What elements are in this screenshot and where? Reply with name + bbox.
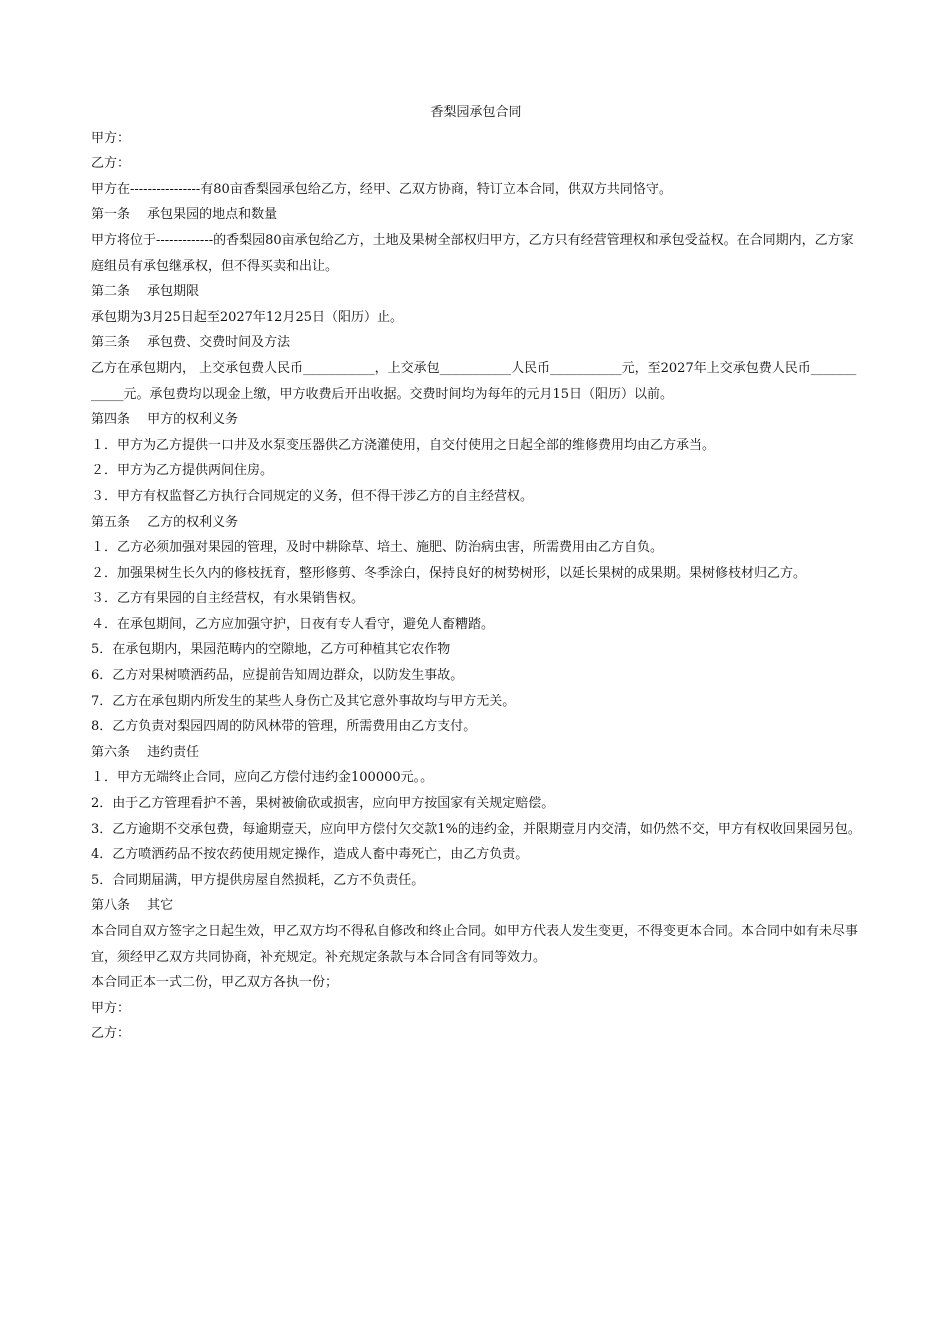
article-5-item-6: 6．乙方对果树喷洒药品，应提前告知周边群众，以防发生事故。 [91,668,464,684]
article-4-item-2: ２．甲方为乙方提供两间住房。 [91,463,274,479]
article-4-item-3: ３．甲方有权监督乙方执行合同规定的义务，但不得干涉乙方的自主经营权。 [91,488,534,504]
article-5-item-7: 7．乙方在承包期内所发生的某些人身伤亡及其它意外事故均与甲方无关。 [91,693,516,709]
preamble-paragraph: 甲方在----------------有80亩香梨园承包给乙方，经甲、乙双方协商，特订立本合同，供双方共同恪守。 [91,181,672,197]
article-3-heading: 第三条 承包费、交费时间及方法 [91,335,291,351]
article-5-item-8: 8．乙方负责对梨园四周的防风林带的管理，所需费用由乙方支付。 [91,719,477,735]
article-5-heading: 第五条 乙方的权利义务 [91,514,239,530]
article-3-paragraph: 乙方在承包期内， 上交承包费人民币___________，上交承包___________人民币___________元，至2027年上交承包费人民币____________元。承包费均以现金上缴，甲方收费后开出收据。交费时间均为每年的元月15日（阳历）以前。 [91,360,857,402]
article-8-paragraph: 本合同自双方签字之日起生效，甲乙双方均不得私自修改和终止合同。如甲方代表人发生变更，不得变更本合同。本合同中如有未尽事宜，须经甲乙双方共同协商，补充规定。补充规定条款与本合同含有同等效力。 [91,924,859,965]
article-1-heading: 第一条 承包果园的地点和数量 [91,207,278,223]
document-title: 香梨园承包合同 [430,105,522,120]
copies-line: 本合同正本一式二份，甲乙双方各执一份； [91,975,339,991]
article-5-item-2: ２．加强果树生长久内的修枝抚育，整形修剪、冬季涂白，保持良好的树势树形，以延长果树的成果期。果树修枝材归乙方。 [91,565,807,581]
article-2-heading: 第二条 承包期限 [91,284,200,300]
article-8-heading: 第八条 其它 [91,898,174,914]
signature-party-b: 乙方： [91,1026,131,1042]
article-4-heading: 第四条 甲方的权利义务 [91,412,239,428]
article-6-item-2: 2．由于乙方管理看护不善，果树被偷砍或损害，应向甲方按国家有关规定赔偿。 [91,796,555,812]
contract-page [91,100,861,1047]
party-a-line: 甲方： [91,130,131,146]
article-6-item-4: 4．乙方喷洒药品不按农药使用规定操作，造成人畜中毒死亡，由乙方负责。 [91,847,529,863]
article-5-item-4: ４．在承包期间，乙方应加强守护，日夜有专人看守，避免人畜糟踏。 [91,616,495,632]
signature-party-a: 甲方： [91,1000,131,1016]
article-6-item-5: 5．合同期届满，甲方提供房屋自然损耗，乙方不负责任。 [91,872,425,888]
article-5-item-3: ３．乙方有果园的自主经营权，有水果销售权。 [91,591,365,607]
article-6-item-1: １．甲方无端终止合同，应向乙方偿付违约金100000元。。 [91,770,434,786]
party-b-line: 乙方： [91,156,131,172]
article-6-item-3: 3．乙方逾期不交承包费，每逾期壹天，应向甲方偿付欠交款1%的违约金，并限期壹月内交清，如仍然不交，甲方有权收回果园另包。 [91,821,861,837]
article-6-heading: 第六条 违约责任 [91,744,200,760]
article-2-paragraph: 承包期为3月25日起至2027年12月25日（阳历）止。 [91,309,403,325]
article-5-item-5: 5．在承包期内，果园范畴内的空隙地，乙方可种植其它农作物 [91,642,451,658]
article-5-item-1: １．乙方必须加强对果园的管理，及时中耕除草、培土、施肥、防治病虫害，所需费用由乙方自负。 [91,540,664,556]
article-1-paragraph: 甲方将位于-------------的香梨园80亩承包给乙方，土地及果树全部权归甲方，乙方只有经营管理权和承包受益权。在合同期内，乙方家庭组员有承包继承权，但不得买卖和出让。 [91,232,854,274]
article-4-item-1: １．甲方为乙方提供一口井及水泵变压器供乙方浇灌使用，自交付使用之日起全部的维修费用均由乙方承当。 [91,437,716,453]
